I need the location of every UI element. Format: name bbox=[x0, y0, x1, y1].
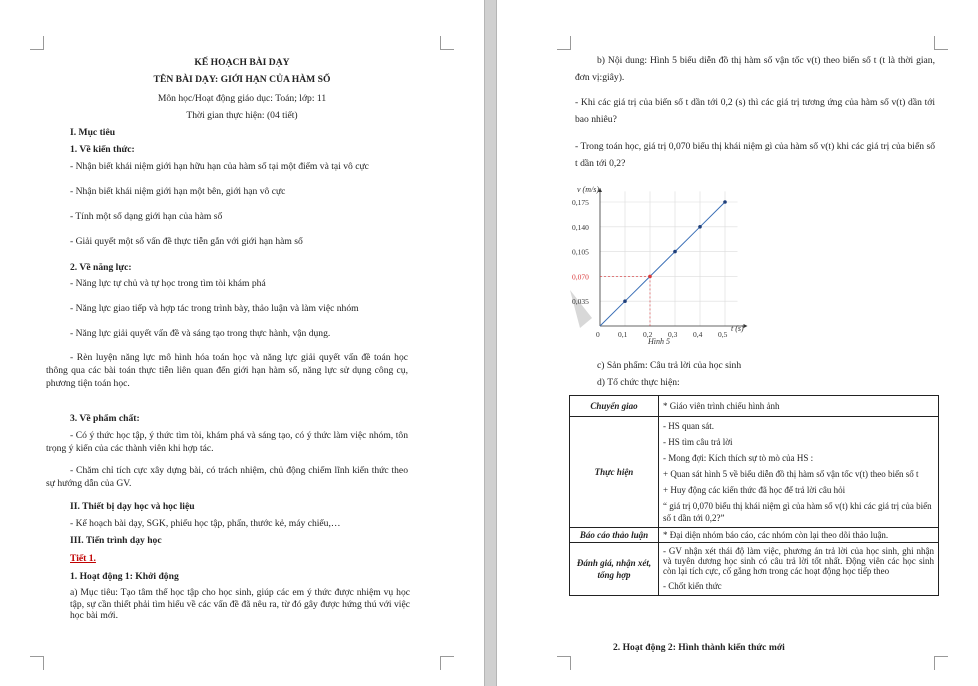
crop-mark bbox=[934, 36, 948, 50]
activity-table bbox=[569, 395, 939, 596]
equipment-line: - Kế hoạch bài dạy, SGK, phiếu học tập, phấn, thước kẻ, máy chiếu,… bbox=[70, 518, 341, 529]
y-tick-label: 0,105 bbox=[572, 247, 589, 257]
quality-item: - Có ý thức học tập, ý thức tìm tòi, khám phá và sáng tạo, có ý thức làm việc nhóm, tôn trọng ý kiến của các thành viên khi hợp tác. bbox=[46, 430, 408, 454]
knowledge-item: - Nhận biết khái niệm giới hạn một bên, giới hạn vô cực bbox=[70, 186, 286, 197]
crop-mark bbox=[440, 656, 454, 670]
x-tick-label: 0,1 bbox=[618, 330, 628, 339]
document-page-2 bbox=[497, 0, 978, 686]
table-line: - HS quan sát. bbox=[663, 421, 714, 431]
crop-mark bbox=[934, 656, 948, 670]
chart-y-label: v (m/s) bbox=[577, 185, 599, 194]
table-line: - Mong đợi: Kích thích sự tò mò của HS : bbox=[663, 453, 814, 463]
crop-mark bbox=[440, 36, 454, 50]
y-tick-label: 0,035 bbox=[572, 297, 589, 307]
heading-objectives: I. Mục tiêu bbox=[70, 127, 116, 138]
question-2: - Trong toán học, giá trị 0,070 biểu thị khái niệm gì của hàm số v(t) khi các giá trị của biến số t dần tới 0,2? bbox=[575, 141, 935, 169]
y-tick-label: 0,070 bbox=[572, 272, 589, 282]
knowledge-item: - Nhận biết khái niệm giới hạn hữu hạn của hàm số tại một điểm và tại vô cực bbox=[70, 161, 369, 172]
x-tick-label: 0,5 bbox=[718, 330, 728, 339]
competence-item: - Năng lực giải quyết vấn đề và sáng tạo trong thực hành, vận dụng. bbox=[70, 328, 331, 339]
heading-knowledge: 1. Về kiến thức: bbox=[70, 144, 135, 155]
product-line: c) Sản phẩm: Câu trả lời của học sinh bbox=[597, 360, 742, 371]
table-key-cell: Báo cáo thảo luận bbox=[570, 528, 659, 543]
subject-line: Môn học/Hoạt động giáo dục: Toán; lớp: 11 bbox=[157, 93, 327, 104]
competence-item: - Năng lực tự chủ và tự học trong tìm tòi khám phá bbox=[70, 278, 266, 289]
table-value-cell: * Giáo viên trình chiếu hình ảnh bbox=[659, 396, 939, 417]
organization-line: d) Tổ chức thực hiện: bbox=[597, 377, 680, 388]
table-value-cell bbox=[659, 417, 939, 528]
table-row bbox=[570, 528, 939, 543]
duration-line: Thời gian thực hiện: (04 tiết) bbox=[186, 110, 298, 121]
heading-equipment: II. Thiết bị dạy học và học liệu bbox=[70, 501, 195, 512]
activity-aim: a) Mục tiêu: Tạo tâm thế học tập cho học sinh, giúp các em ý thức được nhiệm vụ học tập, sự cần thiết phải tìm hiểu về các vấn đề đã nêu ra, từ đó gây được hứng thú với việc học bài mới. bbox=[70, 587, 410, 621]
y-tick-label: 0,140 bbox=[572, 222, 589, 232]
x-tick-label: 0,4 bbox=[693, 330, 703, 339]
data-point bbox=[623, 299, 627, 303]
competence-item: - Rèn luyện năng lực mô hình hóa toán học và năng lực giải quyết vấn đề toán học thông qua các bài toán thực tiễn liên quan đến giới hạn hàm số, năng lực sử dụng công cụ, phương tiện toán học. bbox=[46, 352, 408, 389]
heading-activity-1: 1. Hoạt động 1: Khởi động bbox=[70, 571, 179, 582]
data-point bbox=[698, 225, 702, 229]
table-key-cell: Thực hiện bbox=[570, 417, 659, 528]
x-tick-label: 0,3 bbox=[668, 330, 678, 339]
table-line: + Quan sát hình 5 về biểu diễn đồ thị hàm số vận tốc v(t) theo biến số t bbox=[663, 469, 919, 479]
data-point bbox=[673, 250, 677, 254]
x-axis-arrow bbox=[744, 324, 748, 328]
table-row bbox=[570, 543, 939, 596]
x-tick-label: 0,2 bbox=[643, 330, 653, 339]
table-key-cell: Đánh giá, nhận xét, tổng hợp bbox=[570, 543, 659, 596]
lesson-title: TÊN BÀI DẠY: GIỚI HẠN CỦA HÀM SỐ bbox=[153, 74, 331, 85]
heading-competence: 2. Về năng lực: bbox=[70, 262, 132, 273]
highlight-point bbox=[648, 275, 652, 279]
document-page-1 bbox=[0, 0, 484, 686]
chart-caption: Hình 5 bbox=[648, 337, 670, 346]
heading-qualities: 3. Về phẩm chất: bbox=[70, 413, 140, 424]
heading-process: III. Tiến trình dạy học bbox=[70, 535, 162, 546]
data-point bbox=[723, 200, 727, 204]
table-line: - HS tìm câu trả lời bbox=[663, 437, 733, 447]
lesson-number: Tiết 1. bbox=[70, 553, 96, 564]
y-tick-label: 0,175 bbox=[572, 198, 589, 207]
x-tick-label: 0 bbox=[596, 330, 600, 339]
crop-mark bbox=[557, 36, 571, 50]
table-line: “ giá trị 0,070 biểu thị khái niệm gì của hàm số v(t) khi các giá trị của biến số t dần tới 0,2?” bbox=[663, 501, 932, 523]
table-line: - GV nhận xét thái độ làm việc, phương án trả lời của học sinh, ghi nhận và tuyên dương học sinh có câu trả lời tốt nhất. Động viên các học sinh còn lại tích cực, cố gắng hơn trong các hoạt động học tiếp theo bbox=[663, 546, 934, 576]
table-row bbox=[570, 396, 939, 417]
velocity-chart bbox=[570, 178, 760, 348]
table-value-cell: * Đại diện nhóm báo cáo, các nhóm còn lại theo dõi thảo luận. bbox=[659, 528, 939, 543]
table-row bbox=[570, 417, 939, 528]
table-line: + Huy động các kiến thức đã học để trả lời câu hỏi bbox=[663, 485, 846, 495]
question-1: - Khi các giá trị của biến số t dần tới 0,2 (s) thì các giá trị tương ứng của hàm số v(t) dần tới bao nhiêu? bbox=[575, 97, 935, 125]
crop-mark bbox=[557, 656, 571, 670]
table-line: - Chốt kiến thức bbox=[663, 581, 722, 591]
competence-item: - Năng lực giao tiếp và hợp tác trong trình bày, thảo luận và làm việc nhóm bbox=[70, 303, 359, 314]
chart-watermark bbox=[570, 290, 592, 328]
series-line bbox=[600, 202, 725, 326]
table-key-cell: Chuyển giao bbox=[570, 396, 659, 417]
table-value-cell bbox=[659, 543, 939, 596]
crop-mark bbox=[30, 36, 44, 50]
quality-item: - Chăm chỉ tích cực xây dựng bài, có trách nhiệm, chủ động chiếm lĩnh kiến thức theo sự hướng dẫn của GV. bbox=[46, 465, 408, 489]
knowledge-item: - Tính một số dạng giới hạn của hàm số bbox=[70, 211, 223, 222]
content-paragraph: b) Nội dung: Hình 5 biểu diễn đồ thị hàm số vận tốc v(t) theo biến số t (t là thời gian, đơn vị:giây). bbox=[575, 55, 935, 83]
chart-series bbox=[600, 200, 727, 326]
doc-title: KẾ HOẠCH BÀI DẠY bbox=[194, 57, 290, 68]
heading-activity-2: 2. Hoạt động 2: Hình thành kiến thức mới bbox=[613, 642, 785, 653]
knowledge-item: - Giải quyết một số vấn đề thực tiễn gắn với giới hạn hàm số bbox=[70, 236, 303, 247]
page-separator bbox=[484, 0, 497, 686]
chart-x-label: t (s) bbox=[731, 324, 744, 333]
crop-mark bbox=[30, 656, 44, 670]
